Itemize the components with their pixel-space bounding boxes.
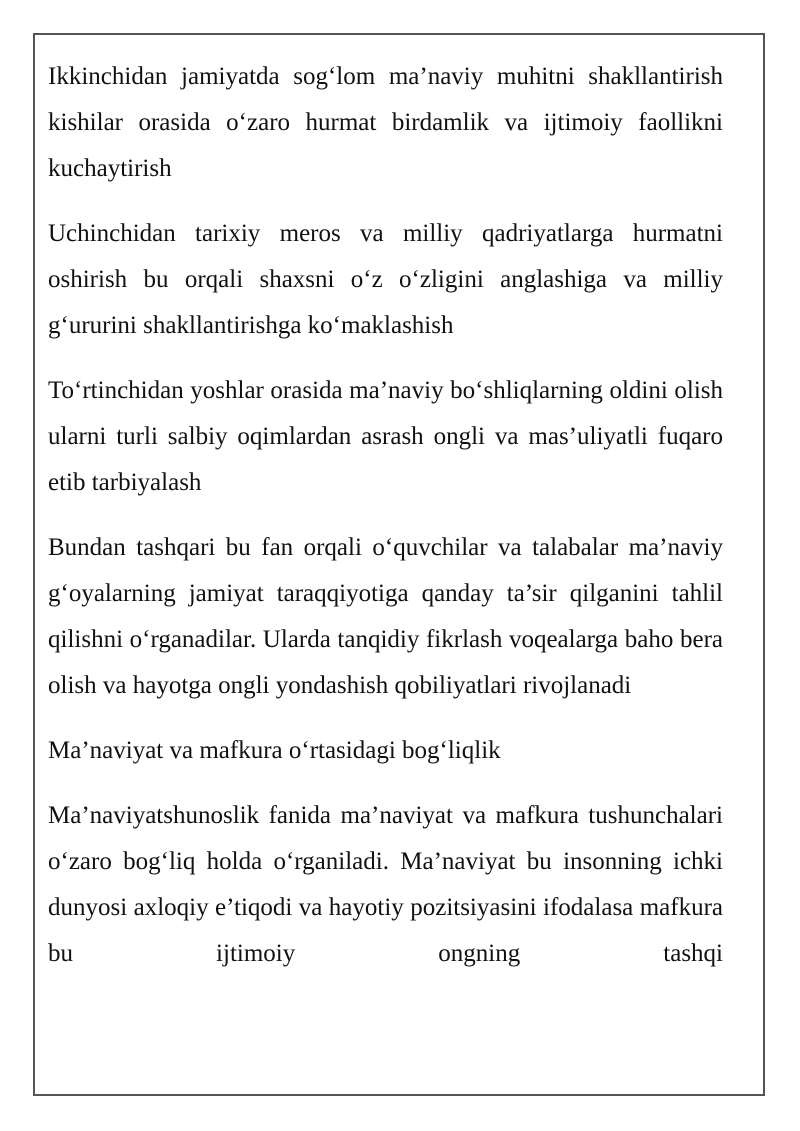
paragraph-uchinchidan: Uchinchidan tarixiy meros va milliy qadriyatlarga hurmatni oshirish bu orqali shaxsni o‘z o‘zligini anglashiga va milliy g‘ururini shakllantirishga ko‘maklashish	[48, 220, 723, 339]
document-body	[48, 54, 723, 996]
paragraph-manaviyatshunoslik: Ma’naviyatshunoslik fanida ma’naviyat va mafkura tushunchalari o‘zaro bog‘liq holda o‘rganiladi. Ma’naviyat bu insonning ichki dunyosi axloqiy e’tiqodi va hayotiy pozitsiyasini ifodalasa mafkura bu ijtimoiy ongning tashqi	[48, 802, 723, 967]
paragraph-bundan-tashqari: Bundan tashqari bu fan orqali o‘quvchilar va talabalar ma’naviy g‘oyalarning jamiyat taraqqiyotiga qanday ta’sir qilganini tahlil qilishni o‘rganadilar. Ularda tanqidiy fikrlash voqealarga baho bera olish va hayotga ongli yondashish qobiliyatlari rivojlanadi	[48, 534, 723, 699]
section-heading: Ma’naviyat va mafkura o‘rtasidagi bog‘liqlik	[48, 737, 501, 764]
paragraph-ikkinchidan: Ikkinchidan jamiyatda sog‘lom ma’naviy muhitni shakllantirish kishilar orasida o‘zaro hurmat birdamlik va ijtimoiy faollikni kuchaytirish	[48, 63, 723, 182]
paragraph-tortinchidan: To‘rtinchidan yoshlar orasida ma’naviy bo‘shliqlarning oldini olish ularni turli salbiy oqimlardan asrash ongli va mas’uliyatli fuqaro etib tarbiyalash	[48, 377, 723, 496]
